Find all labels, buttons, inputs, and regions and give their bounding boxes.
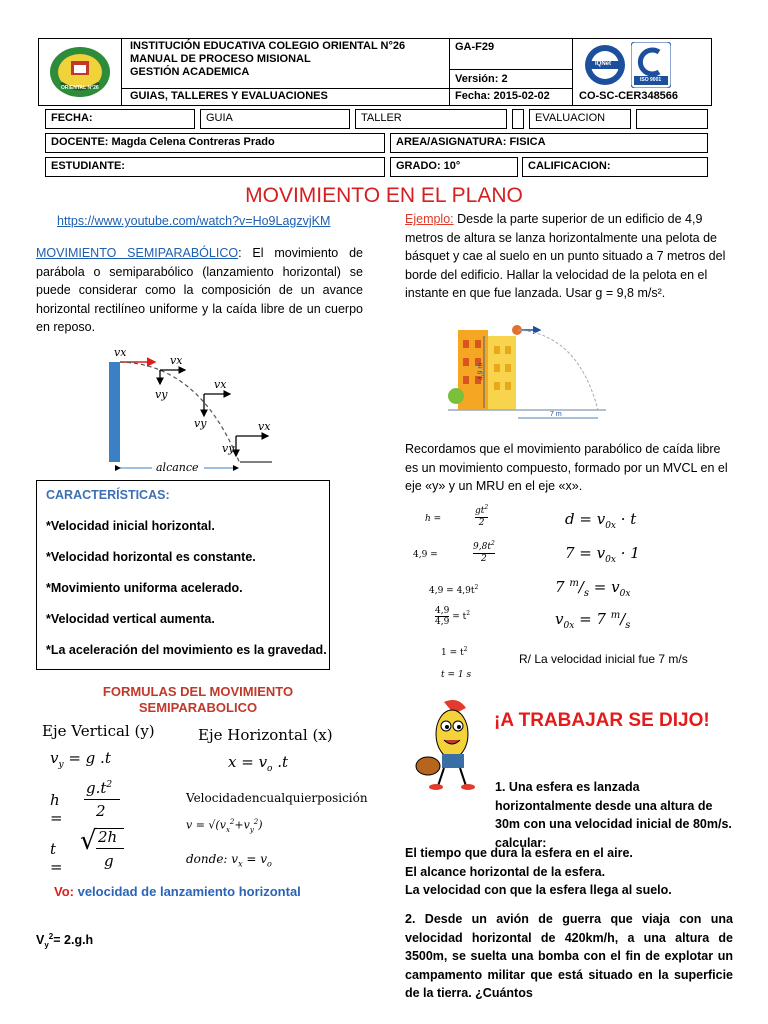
evaluacion-field: EVALUACION xyxy=(529,109,631,129)
vy-label-1: vy xyxy=(155,388,168,401)
youtube-link[interactable]: https://www.youtube.com/watch?v=Ho9LagzvjKM xyxy=(57,214,331,228)
example-paragraph xyxy=(405,210,733,303)
taller-field: TALLER xyxy=(355,109,507,129)
characteristic-item: *Velocidad vertical aumenta. xyxy=(46,612,215,626)
intro-term: MOVIMIENTO SEMIPARABÓLICO xyxy=(36,246,239,260)
docente-field: DOCENTE: Magda Celena Contreras Prado xyxy=(45,133,385,153)
iqnet-text: IQNet xyxy=(595,61,612,67)
document-header xyxy=(38,38,712,106)
example-text: Desde la parte superior de un edificio de 4,9 metros de altura se lanza horizontalmente una pelota de básquet y cae al suelo en un punto situado a 7 metros del borde del edificio. Hallar la velocidad de la pelota en el instante en que fue lanzada. Usar g = 9,8 m/s². xyxy=(405,212,726,301)
vx-label-1: vx xyxy=(114,346,127,359)
velocity-anywhere-label: Velocidadencualquierposición xyxy=(186,791,368,805)
vx-label-3: vx xyxy=(214,378,227,391)
page-title: MOVIMIENTO EN EL PLANO xyxy=(245,184,523,207)
vx-label-2: vx xyxy=(170,354,183,367)
version-label: Versión: 2 xyxy=(455,73,508,85)
characteristic-item: *La aceleración del movimiento es la gravedad. xyxy=(46,643,327,657)
area-field: AREA/ASIGNATURA: FISICA xyxy=(390,133,708,153)
evaluacion-box xyxy=(636,109,708,129)
question-item: El alcance horizontal de la esfera. xyxy=(405,864,606,879)
distance-label: 7 m xyxy=(550,411,562,418)
eq-49-frac: $9,8t^2$ 2 xyxy=(473,540,495,564)
question-item: El tiempo que dura la esfera en el aire. xyxy=(405,846,633,860)
eq-1t2: $1 = t^2$ xyxy=(441,646,468,658)
calificacion-field: CALIFICACION: xyxy=(522,157,708,177)
iqnet-logo xyxy=(583,43,627,87)
example-label: Ejemplo: xyxy=(405,212,454,226)
vy-squared-formula: $V_y^2= 2.g.h$ xyxy=(36,932,94,950)
grado-field: GRADO: 10° xyxy=(390,157,518,177)
question-2: 2. Desde un avión de guerra que viaja con una velocidad horizontal de 420km/h, a una altura de 3500m, se suelta una bomba con el fin de explotar un campamento militar que está situado en la superficie de la tierra. ¿Cuántos xyxy=(405,912,733,1001)
school-logo xyxy=(47,45,113,99)
recall-paragraph: Recordamos que el movimiento parabólico de caída libre es un movimiento compuesto, formado por un MVCL en el eje «y» y un MRU en el eje «x». xyxy=(405,442,728,494)
formulas-panel: FORMULAS DEL MOVIMIENTO SEMIPARABOLICO Eje Vertical (y) Eje Horizontal (x) $v_y = g$ .t $x = v_o$ .t h = $g.t^2$ 2 Velocidadencualquierposición $v = √(v_x^2+v_y^2)$ t = √ 2h g donde: $v_x = v_o$ Vo: velocidad de lanzamiento horizontal xyxy=(36,676,360,912)
eq-d: $d = v_{0x} \cdot t$ xyxy=(565,510,637,531)
characteristic-item: *Movimiento uniforma acelerado. xyxy=(46,581,243,595)
intro-text: : El movimiento de parábola o semiparabólico (lanzamiento horizontal) se puede considerar como la composición de un avance horizontal rectilíneo uniforme y la caída libre de un cuerpo en reposo. xyxy=(36,246,363,335)
vo-definition: Vo: velocidad de lanzamiento horizontal xyxy=(54,884,301,899)
vertical-axis-label: Eje Vertical (y) xyxy=(42,722,155,740)
estudiante-field: ESTUDIANTE: xyxy=(45,157,385,177)
guia-field: GUIA xyxy=(200,109,350,129)
question-1: 1. Una esfera es lanzada horizontalmente desde una altura de 30m con una velocidad inicial de 80m/s. calcular: xyxy=(495,780,732,850)
x-equation: $x = v_o$ .t xyxy=(228,753,289,774)
horizontal-axis-label: Eje Horizontal (x) xyxy=(198,726,333,744)
intro-paragraph xyxy=(36,244,363,337)
guides-label: GUIAS, TALLERES Y EVALUACIONES xyxy=(130,90,328,102)
date-label: Fecha: 2015-02-02 xyxy=(455,90,550,102)
certificate-code: CO-SC-CER348566 xyxy=(579,90,679,102)
eq-h: h = xyxy=(425,514,442,524)
characteristic-item: *Velocidad inicial horizontal. xyxy=(46,519,215,533)
v-equation: $v = √(v_x^2+v_y^2)$ xyxy=(186,818,263,834)
taller-box xyxy=(512,109,524,129)
eq-49t2: $4,9 = 4,9t^2$ xyxy=(429,584,479,596)
manual-name: MANUAL DE PROCESO MISIONAL xyxy=(130,53,311,65)
vy-label-2: vy xyxy=(194,417,207,430)
institution-name: INSTITUCIÓN EDUCATIVA COLEGIO ORIENTAL N°26 xyxy=(130,40,406,52)
logo-caption: ORIENTAL N°26 xyxy=(61,85,99,91)
vx-vo-equation: donde: $v_x = v_o$ xyxy=(186,852,272,869)
solution-answer: R/ La velocidad inicial fue 7 m/s xyxy=(519,652,688,666)
work-title: ¡A TRABAJAR SE DIJO! xyxy=(494,710,710,731)
solution-steps xyxy=(405,500,735,690)
eq-7ms: 7 $^m/_s = v_{0x}$ xyxy=(555,578,631,599)
icontec-logo xyxy=(631,42,671,88)
question-1-items xyxy=(405,844,733,900)
vy-label-3: vy xyxy=(222,442,235,455)
formulas-title-1: FORMULAS DEL MOVIMIENTO xyxy=(102,684,294,699)
eq-v0x: $v_{0x} = 7$ $^m/_s$ xyxy=(555,610,631,631)
characteristic-item: *Velocidad horizontal es constante. xyxy=(46,550,256,564)
mascot-illustration xyxy=(414,696,488,790)
formulas-title-2: SEMIPARABOLICO xyxy=(138,700,258,715)
eq-7: $7 = v_{0x} \cdot 1$ xyxy=(565,544,640,565)
fecha-field: FECHA: xyxy=(45,109,195,129)
characteristics-box xyxy=(36,480,330,670)
form-code: GA-F29 xyxy=(455,41,495,53)
eq-h-frac: $gt^2$ 2 xyxy=(475,504,489,528)
eq-t1s: t = 1 s xyxy=(441,670,472,680)
semiparabolic-diagram xyxy=(100,344,300,472)
management-name: GESTIÓN ACADEMICA xyxy=(130,66,250,78)
vx-label-4: vx xyxy=(258,420,271,433)
eq-49: 4,9 = xyxy=(413,550,438,560)
iso-text: ISO 9001 xyxy=(640,77,662,83)
characteristics-title: CARACTERÍSTICAS: xyxy=(46,488,170,502)
alcance-label: alcance xyxy=(156,461,199,474)
eq-frac-t2: $\frac{4,9}{4,9}$ = $t^2$ xyxy=(435,606,471,627)
building-diagram xyxy=(448,312,608,424)
vy-equation: $v_y = g$ .t xyxy=(50,749,111,770)
question-item: La velocidad con que la esfera llega al suelo. xyxy=(405,883,672,898)
height-label: 4,9 m xyxy=(477,362,485,381)
